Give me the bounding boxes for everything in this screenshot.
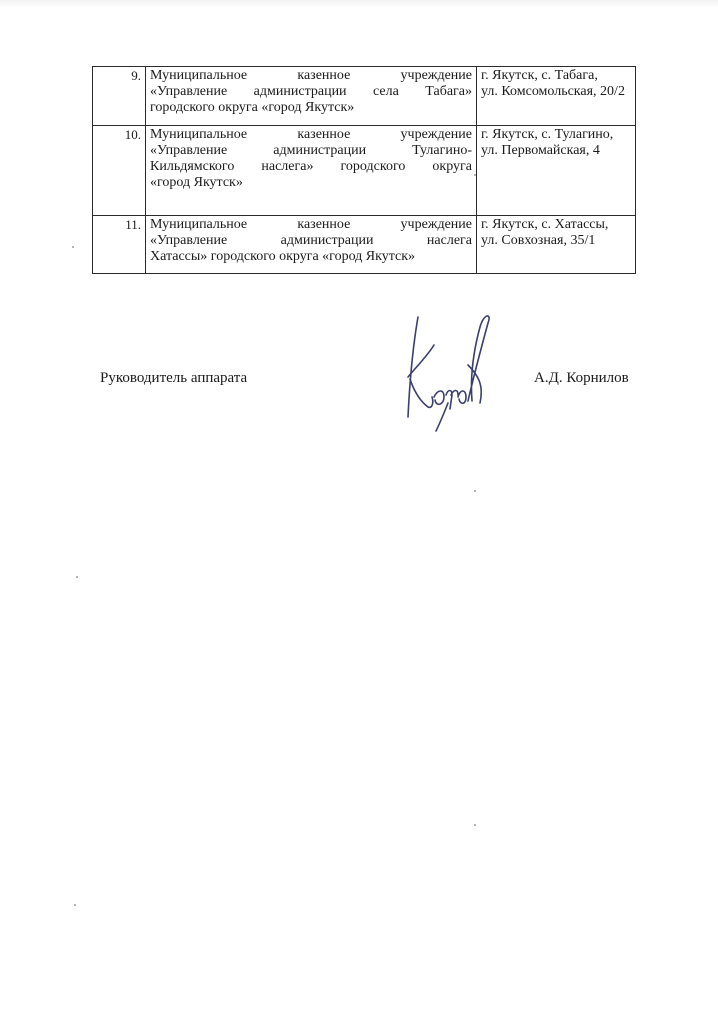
name-line: «Управление администрации села Табага» [150, 84, 472, 99]
handwritten-signature [388, 305, 508, 435]
address-line: ул. Совхозная, 35/1 [481, 233, 596, 248]
scan-edge [0, 0, 718, 8]
institution-name [146, 126, 477, 216]
name-line: Муниципальное казенное учреждение [150, 217, 472, 232]
address-line: ул. Первомайская, 4 [481, 143, 600, 158]
name-line: Хатассы» городского округа «город Якутск» [150, 249, 416, 264]
scan-speck [474, 824, 476, 826]
address-line: г. Якутск, с. Табага, [481, 68, 598, 83]
row-number: 9. [93, 67, 146, 126]
institution-address [477, 67, 636, 126]
signatory-position: Руководитель аппарата [100, 370, 248, 386]
name-line: городского округа «город Якутск» [150, 100, 355, 115]
address-line: г. Якутск, с. Хатассы, [481, 217, 609, 232]
row-number: 10. [93, 126, 146, 216]
name-line: «Управление администрации наслега [150, 233, 472, 248]
scan-speck [76, 576, 78, 578]
institution-name [146, 67, 477, 126]
scan-speck [474, 490, 476, 492]
institution-address [477, 216, 636, 274]
table-row [93, 216, 636, 274]
institutions-table [92, 66, 636, 274]
table-row [93, 126, 636, 216]
name-line: Муниципальное казенное учреждение [150, 68, 472, 83]
row-number: 11. [93, 216, 146, 274]
address-line: г. Якутск, с. Тулагино, [481, 127, 614, 142]
scan-speck [474, 174, 476, 176]
institution-address [477, 126, 636, 216]
scan-speck [74, 904, 76, 906]
name-line: «город Якутск» [150, 175, 243, 190]
table-row [93, 67, 636, 126]
name-line: Муниципальное казенное учреждение [150, 127, 472, 142]
institution-name [146, 216, 477, 274]
name-line: Кильдямского наслега» городского округа [150, 159, 472, 174]
scan-speck [72, 246, 74, 248]
signatory-name: А.Д. Корнилов [534, 370, 629, 386]
name-line: «Управление администрации Тулагино- [150, 143, 472, 158]
address-line: ул. Комсомольская, 20/2 [481, 84, 625, 99]
